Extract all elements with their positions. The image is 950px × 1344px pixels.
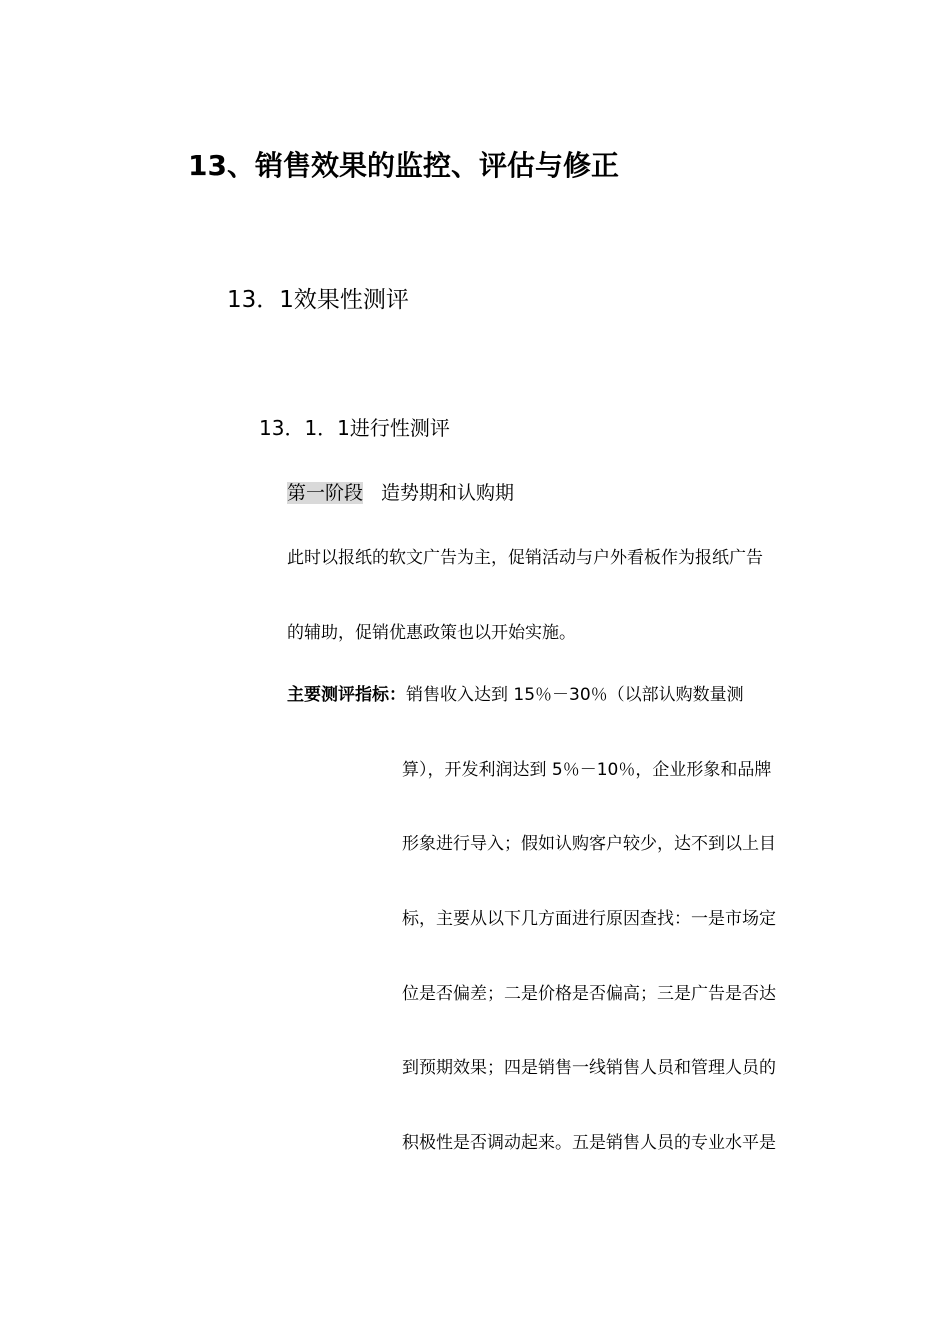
indicators-line: 到预期效果；四是销售一线销售人员和管理人员的 (402, 1058, 776, 1078)
paragraph-line: 的辅助，促销优惠政策也以开始实施。 (287, 623, 576, 643)
phase-heading (287, 479, 514, 507)
indicators-line: 标，主要从以下几方面进行原因查找：一是市场定 (402, 909, 776, 929)
paragraph-line: 此时以报纸的软文广告为主，促销活动与户外看板作为报纸广告 (287, 548, 763, 568)
indicators-line: 算），开发利润达到 5％－10％，企业形象和品牌 (402, 760, 772, 780)
indicators-first-line (287, 683, 744, 707)
phase-label: 第一阶段 (287, 482, 364, 504)
indicators-label: 主要测评指标： (287, 685, 406, 705)
subsection-heading: 13．1效果性测评 (227, 287, 409, 313)
phase-name: 造势期和认购期 (381, 482, 515, 504)
indicators-text: 销售收入达到 15％－30％（以部认购数量测 (406, 685, 744, 705)
indicators-line: 形象进行导入；假如认购客户较少，达不到以上目 (402, 834, 776, 854)
indicators-line: 位是否偏差；二是价格是否偏高；三是广告是否达 (402, 984, 776, 1004)
sub-subsection-heading: 13．1．1进行性测评 (259, 416, 450, 440)
section-heading: 13、销售效果的监控、评估与修正 (188, 149, 619, 182)
indicators-line: 积极性是否调动起来。五是销售人员的专业水平是 (402, 1133, 776, 1153)
